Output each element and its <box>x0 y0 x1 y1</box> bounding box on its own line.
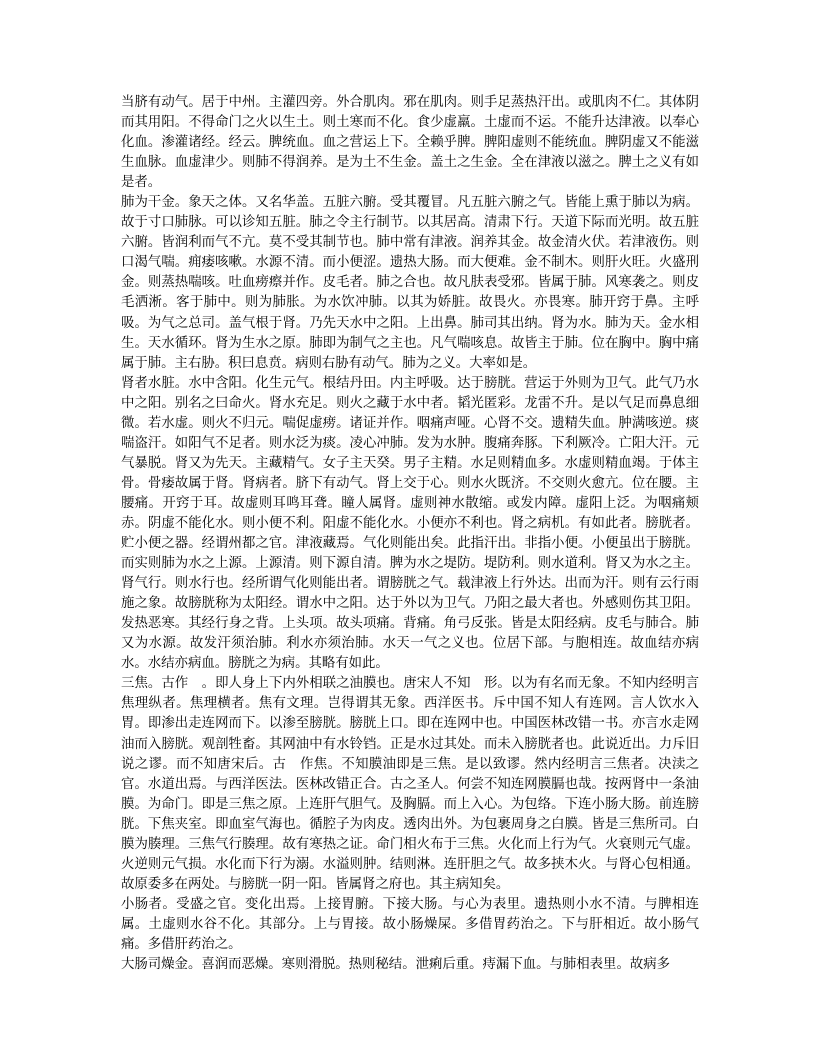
paragraph-small-intestine: 小肠者。受盛之官。变化出焉。上接胃腑。下接大肠。与心为表里。遗热则小水不清。与脾相连属。土虚则水谷不化。其部分。上与胃接。故小肠燥屎。多借胃药治之。下与肝相近。故小肠气痛。多借肝药治之。 <box>121 896 699 952</box>
paragraph-spleen: 当脐有动气。居于中州。主灌四旁。外合肌肉。邪在肌肉。则手足蒸热汗出。或肌肉不仁。其体阴而其用阳。不得命门之火以生土。则土寒而不化。食少虚羸。土虚而不运。不能升达津液。以奉心化血。渗灌诸经。经云。脾统血。血之营运上下。全赖乎脾。脾阳虚则不能统血。脾阴虚又不能滋生血脉。血虚津少。则肺不得润养。是为土不生金。盖土之生金。全在津液以滋之。脾土之义有如是者。 <box>121 95 699 191</box>
paragraph-large-intestine: 大肠司燥金。喜润而恶燥。寒则滑脱。热则秘结。泄痢后重。痔漏下血。与肺相表里。故病多 <box>121 957 671 973</box>
document-page <box>121 93 699 975</box>
paragraph-sanjiao: 三焦。古作 。即人身上下内外相联之油膜也。唐宋人不知 形。以为有名而无象。不知内经明言焦理纵者。焦理横者。焦有文理。岂得谓其无象。西洋医书。斥中国不知人有连网。言人饮水入胃。即渗出走连网而下。以渗至膀胱。膀胱上口。即在连网中也。中国医林改错一书。亦言水走网油而入膀胱。观剖牲畜。其网油中有水铃铛。正是水过其处。而未入膀胱者也。此说近出。力斥旧说之谬。而不知唐宋后。古 作焦。不知膜油即是三焦。是以致谬。然内经明言三焦者。决渎之官。水道出焉。与西洋医法。医林改错正合。古之圣人。何尝不知连网膜膈也哉。按两肾中一条油膜。为命门。即是三焦之原。上连肝气胆气。及胸膈。而上入心。为包络。下连小肠大肠。前连膀胱。下焦夹室。即血室气海也。循腔子为肉皮。透肉出外。为包裹周身之白膜。皆是三焦所司。白膜为腠理。三焦气行腠理。故有寒热之证。命门相火布于三焦。火化而上行为气。火衰则元气虚。火逆则元气损。水化而下行为溺。水溢则肿。结则淋。连肝胆之气。故多挟木火。与肾心包相通。故原委多在两处。与膀胱一阴一阳。皆属肾之府也。其主病知矣。 <box>121 676 699 892</box>
paragraph-kidney-bladder: 肾者水脏。水中含阳。化生元气。根结丹田。内主呼吸。达于膀胱。营运于外则为卫气。此气乃水中之阳。别名之曰命火。肾水充足。则火之藏于水中者。韬光匿彩。龙雷不升。是以气足而鼻息细微。若水虚。则火不归元。喘促虚痨。诸证并作。咽痛声哑。心肾不交。遗精失血。肿满咳逆。痰喘盗汗。如阳气不足者。则水泛为痰。凌心冲肺。发为水肿。腹痛奔豚。下利厥冷。亡阳大汗。元气暴脱。肾又为先天。主藏精气。女子主天癸。男子主精。水足则精血多。水虚则精血竭。于体主骨。骨痿故属于肾。肾病者。脐下有动气。肾上交于心。则水火既济。不交则火愈亢。位在腰。主腰痛。开窍于耳。故虚则耳鸣耳聋。瞳人属肾。虚则神水散缩。或发内障。虚阳上泛。为咽痛颊赤。阴虚不能化水。则小便不利。阳虚不能化水。小便亦不利也。肾之病机。有如此者。膀胱者。贮小便之器。经谓州都之官。津液藏焉。气化则能出矣。此指汗出。非指小便。小便虽出于膀胱。而实则肺为水之上源。上源清。则下源自清。脾为水之堤防。堤防利。则水道利。肾又为水之主。肾气行。则水行也。经所谓气化则能出者。谓膀胱之气。载津液上行外达。出而为汗。则有云行雨施之象。故膀胱称为太阳经。谓水中之阳。达于外以为卫气。乃阳之最大者也。外感则伤其卫阳。发热恶寒。其经行身之背。上头项。故头项痛。背痛。角弓反张。皆是太阳经病。皮毛与肺合。肺又为水源。故发汗须治肺。利水亦须治肺。水天一气之义也。位居下部。与胞相连。故血结亦病水。水结亦病血。膀胱之为病。其略有如此。 <box>121 375 699 672</box>
paragraph-lung: 肺为干金。象天之体。又名华盖。五脏六腑。受其覆冒。凡五脏六腑之气。皆能上熏于肺以为病。故于寸口肺脉。可以诊知五脏。肺之令主行制节。以其居高。清肃下行。天道下际而光明。故五脏六腑。皆润利而气不亢。莫不受其制节也。肺中常有津液。润养其金。故金清火伏。若津液伤。则口渴气喘。痈痿咳嗽。水源不清。而小便涩。遗热大肠。而大便难。金不制木。则肝火旺。火盛刑金。则蒸热喘咳。吐血痨瘵并作。皮毛者。肺之合也。故凡肤表受邪。皆属于肺。风寒袭之。则皮毛洒淅。客于肺中。则为肺胀。为水饮冲肺。以其为娇脏。故畏火。亦畏寒。肺开窍于鼻。主呼吸。为气之总司。盖气根于肾。乃先天水中之阳。上出鼻。肺司其出纳。肾为水。肺为天。金水相生。天水循环。肾为生水之原。肺即为制气之主也。凡气喘咳息。故皆主于肺。位在胸中。胸中痛属于肺。主右胁。积曰息贲。病则右胁有动气。肺为之义。大率如是。 <box>121 195 699 371</box>
